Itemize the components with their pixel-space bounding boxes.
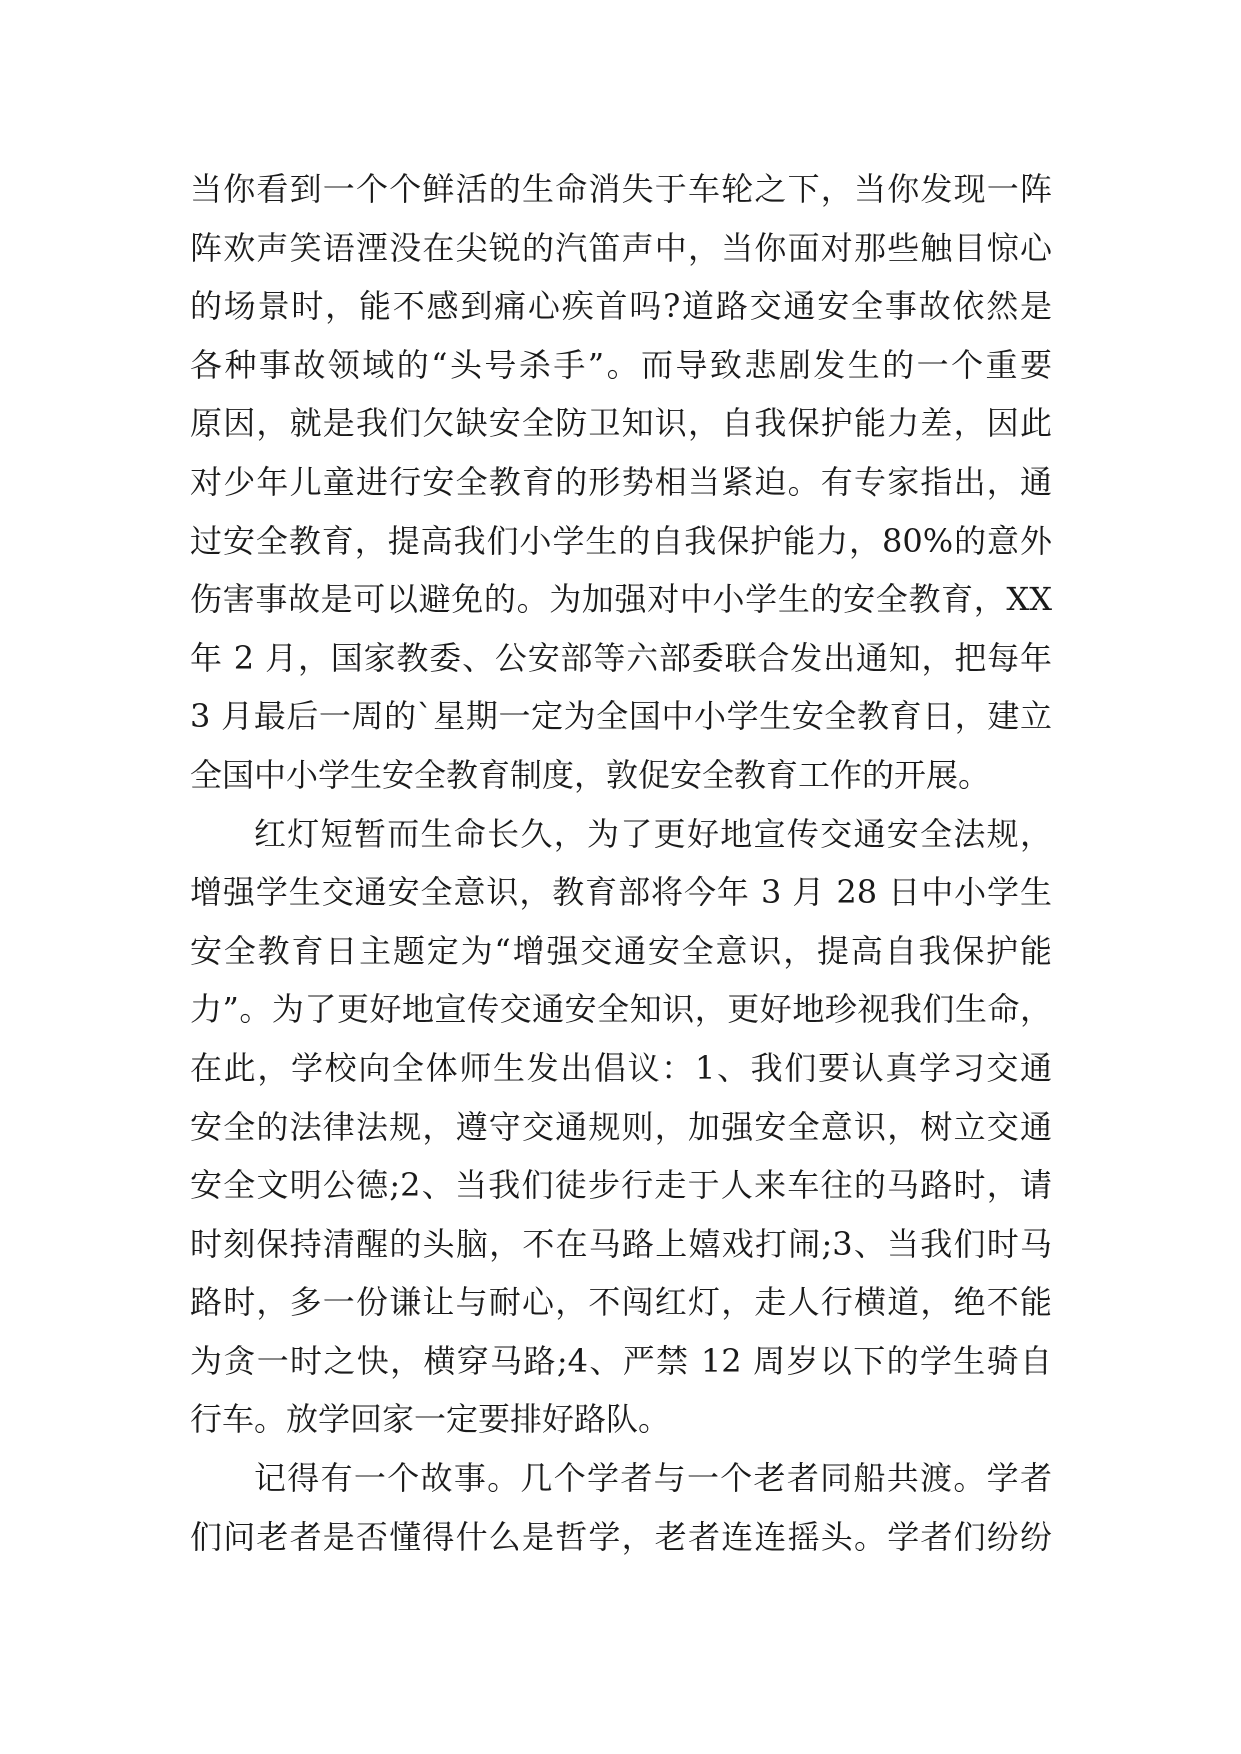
text-line: 力”。为了更好地宣传交通安全知识，更好地珍视我们生命，: [190, 990, 1052, 1029]
text-line: 在此，学校向全体师生发出倡议：1、我们要认真学习交通: [190, 1048, 1052, 1087]
text-line: 时刻保持清醒的头脑，不在马路上嬉戏打闹;3、当我们时马: [190, 1224, 1052, 1263]
text-line: 行车。放学回家一定要排好路队。: [190, 1400, 671, 1439]
text-line: 们问老者是否懂得什么是哲学，老者连连摇头。学者们纷纷: [190, 1517, 1052, 1556]
text-line: 全国中小学生安全教育制度，敦促安全教育工作的开展。: [190, 755, 991, 794]
text-line: 3 月最后一周的`星期一定为全国中小学生安全教育日，建立: [190, 697, 1052, 736]
text-line: 阵欢声笑语湮没在尖锐的汽笛声中，当你面对那些触目惊心: [190, 228, 1052, 267]
body-text: [190, 160, 1052, 1566]
paragraph-first-line: 红灯短暂而生命长久，为了更好地宣传交通安全法规，: [254, 814, 1052, 853]
text-line: 伤害事故是可以避免的。为加强对中小学生的安全教育，XX: [190, 580, 1052, 619]
text-line: 年 2 月，国家教委、公安部等六部委联合发出通知，把每年: [190, 638, 1052, 677]
text-line: 安全的法律法规，遵守交通规则，加强安全意识，树立交通: [190, 1107, 1052, 1146]
text-line: 的场景时，能不感到痛心疾首吗?道路交通安全事故依然是: [190, 287, 1052, 326]
text-line: 原因，就是我们欠缺安全防卫知识，自我保护能力差，因此: [190, 404, 1052, 443]
text-line: 增强学生交通安全意识，教育部将今年 3 月 28 日中小学生: [190, 873, 1052, 912]
text-line: 路时，多一份谦让与耐心，不闯红灯，走人行横道，绝不能: [190, 1283, 1052, 1322]
text-line: 各种事故领域的“头号杀手”。而导致悲剧发生的一个重要: [190, 345, 1052, 384]
text-line: 对少年儿童进行安全教育的形势相当紧迫。有专家指出，通: [190, 462, 1052, 501]
text-line: 当你看到一个个鲜活的生命消失于车轮之下，当你发现一阵: [190, 170, 1052, 208]
text-line: 安全文明公德;2、当我们徒步行走于人来车往的马路时，请: [190, 1166, 1052, 1205]
text-line: 过安全教育，提高我们小学生的自我保护能力，80%的意外: [190, 521, 1052, 560]
text-line: 安全教育日主题定为“增强交通安全意识，提高自我保护能: [190, 931, 1052, 970]
paragraph-first-line: 记得有一个故事。几个学者与一个老者同船共渡。学者: [254, 1459, 1052, 1498]
text-line: 为贪一时之快，横穿马路;4、严禁 12 周岁以下的学生骑自: [190, 1341, 1052, 1380]
